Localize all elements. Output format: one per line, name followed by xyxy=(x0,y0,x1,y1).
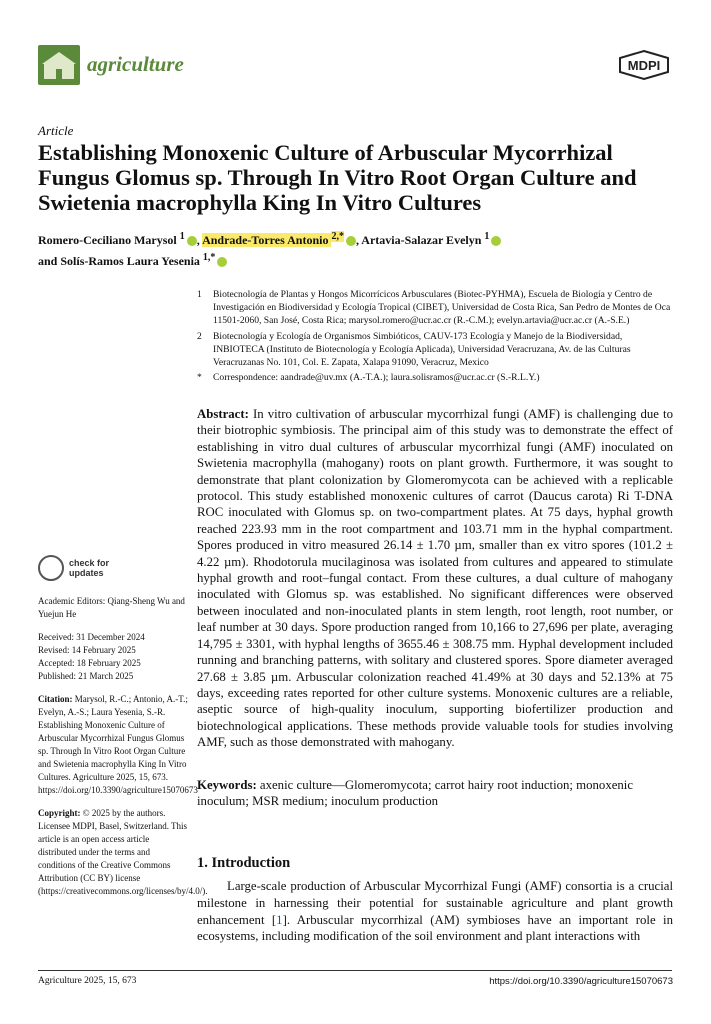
mdpi-logo xyxy=(618,50,670,80)
publisher-name: MDPI xyxy=(627,58,661,73)
sidebar xyxy=(38,555,208,908)
keywords-text: axenic culture—Glomeromycota; carrot hairy root induction; monoxenic inoculum; MSR medium; inoculum production xyxy=(197,778,634,809)
author-name[interactable]: Romero-Ceciliano Marysol xyxy=(38,233,180,247)
received-date: Received: 31 December 2024 xyxy=(38,632,145,642)
journal-logo-icon xyxy=(38,45,80,85)
abstract-label: Abstract: xyxy=(197,407,249,421)
author-name[interactable]: Artavia-Salazar Evelyn xyxy=(361,233,485,247)
updates-icon xyxy=(38,555,64,581)
orcid-icon[interactable] xyxy=(491,236,501,246)
article-title: Establishing Monoxenic Culture of Arbuscular Mycorrhizal Fungus Glomus sp. Through In Vitro Root Organ Culture and Swietenia macrophylla King In Vitro Cultures xyxy=(38,140,637,215)
revised-date: Revised: 14 February 2025 xyxy=(38,645,136,655)
academic-editors: Academic Editors: Qiang-Sheng Wu and Yuejun He xyxy=(38,596,185,619)
citation: Citation: Marysol, R.-C.; Antonio, A.-T.; Evelyn, A.-S.; Laura Yesenia, S.-R. Establishing Monoxenic Culture of Arbuscular Mycorrhizal Fungus Glomus sp. Through In Vitro Root Organ Culture and Swietenia macrophylla King In Vitro Cultures. Agriculture 2025, 15, 673. https://doi.org/10.3390/agriculture15070673 xyxy=(38,694,198,795)
copyright: Copyright: © 2025 by the authors. Licensee MDPI, Basel, Switzerland. This article is an open access article distributed under the terms and conditions of the Creative Commons Attribution (CC BY) license (https://creativecommons.org/licenses/by/4.0/). xyxy=(38,808,208,896)
section-heading: 1. Introduction xyxy=(197,855,291,871)
author-name[interactable]: and Solís-Ramos Laura Yesenia xyxy=(38,254,203,268)
affiliations xyxy=(197,288,672,386)
affiliation-item: 1 Biotecnología de Plantas y Hongos Micorrícicos Arbusculares (Biotec-PYHMA), Escuela de Biología y Centro de Investigación en Biodiversidad y Ecología Tropical (CIBET), Universidad de Costa Rica, San Pedro de Montes de Oca 11501-2060, San José, Costa Rica; marysol.romero@ucr.ac.cr (R.-C.M.); evelyn.artavia@ucr.ac.cr (A.-S.E.) xyxy=(197,289,671,327)
published-date: Published: 21 March 2025 xyxy=(38,671,134,681)
check-for-updates-button[interactable]: check for updates xyxy=(38,555,188,581)
footer-doi-link[interactable]: https://doi.org/10.3390/agriculture15070673 xyxy=(489,976,673,987)
article-type: Article xyxy=(38,123,74,138)
keywords-label: Keywords: xyxy=(197,778,257,792)
accepted-date: Accepted: 18 February 2025 xyxy=(38,658,141,668)
keywords xyxy=(197,777,673,810)
abstract-text: In vitro cultivation of arbuscular mycorrhizal fungi (AMF) is challenging due to their biotrophic symbiosis. The principal aim of this study was to demonstrate the effect of establishing in vitro dual cultures of arbuscular mycorrhizal fungi (AMF) inoculated on Swietenia macrophylla (mahogany) roots on plant growth. Furthermore, it was sought to demonstrate that plant colonization by Glomeromycota can be achieved with a replicable protocol. This study established monoxenic cultures of carrot (Daucus carota) Ri T-DNA ROC inoculated with Glomus sp. on two-compartment plates. At 75 days, hyphal growth reached 223.93 mm in the root compartment and 103.71 mm in the hyphal compartment. Spores produced in vitro measured 26.14 ± 1.70 µm, smaller than ex vitro spores (101.2 ± 4.22 µm). Rhodotorula mucilaginosa was isolated from cultures and appeared to stimulate hyphal growth and root–fungal contact. From these cultures, a dual culture of mahogany inoculated with Glomus sp. was established. No significant differences were observed between inoculated and non-inoculated plants in stem length, root length, root number, or leaf number at 30 days. Spore production ranged from 10,166 to 27,696 per plate, averaging 14,795 ± 3301, with hyphal lengths of 3655.46 ± 308.75 mm. Hyphal development included running and branching patterns, with solitary and clustered spores. Spore diameter averaged 27.68 ± 3.85 µm. Arbuscular colonization reached 41.49% at 30 days and 52.13% at 75 days, exceeding rates reported for other culture systems. Monoxenic cultures are a reliable, aseptic source of high-quality inoculum, supporting biofertilizer production and biotechnological applications. These methods provide valuable tools for studies involving AMF, such as those demonstrated with mahogany. xyxy=(197,407,673,750)
author-list: Romero-Ceciliano Marysol $^1$ , Andrade-Torres Antonio $^{2,*}$ , Artavia-Salazar Evelyn $^1$ and Solís-Ramos Laura Yesenia $^{1,*}$ xyxy=(38,228,678,270)
orcid-icon[interactable] xyxy=(187,236,197,246)
footer-citation: Agriculture 2025, 15, 673 xyxy=(38,976,137,986)
reference-link[interactable]: 1 xyxy=(276,912,283,927)
journal-name: agriculture xyxy=(87,52,184,76)
author-name-highlighted[interactable]: Andrade-Torres Antonio xyxy=(202,233,332,247)
footer-divider xyxy=(38,970,672,971)
abstract xyxy=(197,406,673,751)
correspondence: * Correspondence: aandrade@uv.mx (A.-T.A.); laura.solisramos@ucr.ac.cr (S.-R.L.Y.) xyxy=(197,372,540,384)
intro-paragraph: Large-scale production of Arbuscular Mycorrhizal Fungi (AMF) consortia is a crucial milestone in harnessing their potential for sustainable agriculture and plant growth enhancement [1]. Arbuscular mycorrhizal (AM) symbioses have an important role in ecosystems, including modification of the soil environment and plant interactions with xyxy=(197,879,673,944)
orcid-icon[interactable] xyxy=(217,257,227,267)
affiliation-item: 2 Biotecnología y Ecología de Organismos Simbióticos, CAUV-173 Ecología y Manejo de la Biodiversidad, INBIOTECA (Instituto de Biotecnología y Ecología Aplicada), Universidad Veracruzana, Av. de las Culturas Veracruzanas No. 101, Col. E. Zapata, Xalapa 91090, Veracruz, Mexico xyxy=(197,330,631,369)
orcid-icon[interactable] xyxy=(346,236,356,246)
